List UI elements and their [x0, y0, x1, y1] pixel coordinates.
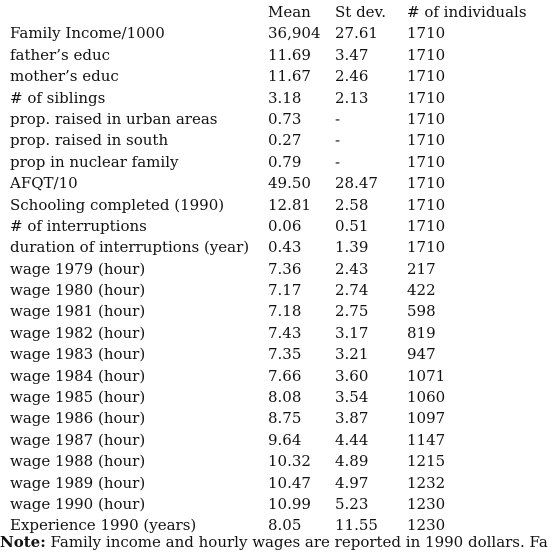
row-st-dev: 2.75 [335, 302, 369, 321]
row-st-dev: 2.13 [335, 88, 369, 107]
row-mean: 0.73 [268, 109, 302, 128]
row-num-individuals: 1710 [407, 88, 446, 107]
row-st-dev: 2.43 [335, 259, 369, 278]
table-row [0, 195, 559, 216]
table-row [0, 430, 559, 451]
row-st-dev: - [335, 152, 341, 171]
table-row [0, 23, 559, 44]
row-label: wage 1981 (hour) [10, 302, 146, 321]
row-st-dev: 1.39 [335, 238, 369, 257]
row-num-individuals: 1710 [407, 195, 446, 214]
row-st-dev: - [335, 109, 341, 128]
row-num-individuals: 1710 [407, 131, 446, 150]
table-row [0, 366, 559, 387]
row-mean: 0.43 [268, 238, 302, 257]
row-label: wage 1983 (hour) [10, 345, 146, 364]
table-row [0, 216, 559, 237]
table-row [0, 280, 559, 301]
row-st-dev: 11.55 [335, 516, 378, 535]
row-st-dev: 3.21 [335, 345, 369, 364]
row-st-dev: 27.61 [335, 24, 378, 43]
table-header-row [0, 2, 559, 23]
row-label: Schooling completed (1990) [10, 195, 225, 214]
table-row [0, 451, 559, 472]
row-st-dev: 28.47 [335, 174, 378, 193]
row-label: wage 1986 (hour) [10, 409, 146, 428]
row-st-dev: 0.51 [335, 216, 369, 235]
row-num-individuals: 1710 [407, 67, 446, 86]
summary-statistics-table [0, 2, 559, 537]
row-st-dev: 2.58 [335, 195, 369, 214]
table-body [0, 23, 559, 536]
row-mean: 7.66 [268, 366, 302, 385]
row-mean: 7.43 [268, 323, 302, 342]
row-num-individuals: 1071 [407, 366, 446, 385]
table-row [0, 323, 559, 344]
row-mean: 49.50 [268, 174, 311, 193]
table-row [0, 130, 559, 151]
row-mean: 3.18 [268, 88, 302, 107]
row-num-individuals: 1710 [407, 45, 446, 64]
row-label: wage 1990 (hour) [10, 494, 146, 513]
row-st-dev: 5.23 [335, 494, 369, 513]
row-num-individuals: 598 [407, 302, 436, 321]
table-row [0, 152, 559, 173]
note-label: Note: [0, 533, 46, 551]
row-st-dev: 4.89 [335, 452, 369, 471]
row-label: wage 1984 (hour) [10, 366, 146, 385]
row-st-dev: 4.44 [335, 430, 369, 449]
row-label: Experience 1990 (years) [10, 516, 197, 535]
row-st-dev: - [335, 131, 341, 150]
row-mean: 8.08 [268, 388, 302, 407]
row-num-individuals: 1097 [407, 409, 446, 428]
row-label: wage 1989 (hour) [10, 473, 146, 492]
row-mean: 7.17 [268, 281, 302, 300]
row-st-dev: 3.47 [335, 45, 369, 64]
row-label: wage 1987 (hour) [10, 430, 146, 449]
row-mean: 0.06 [268, 216, 302, 235]
row-num-individuals: 217 [407, 259, 436, 278]
table-row [0, 173, 559, 194]
table-note [0, 532, 548, 553]
row-label: father’s educ [10, 45, 111, 64]
row-label: prop in nuclear family [10, 152, 179, 171]
row-num-individuals: 1060 [407, 388, 446, 407]
row-mean: 10.32 [268, 452, 311, 471]
row-mean: 10.99 [268, 494, 311, 513]
row-label: # of siblings [10, 88, 106, 107]
row-mean: 7.18 [268, 302, 302, 321]
row-label: Family Income/1000 [10, 24, 165, 43]
row-st-dev: 3.60 [335, 366, 369, 385]
row-label: duration of interruptions (year) [10, 238, 250, 257]
row-label: # of interruptions [10, 216, 147, 235]
row-label: wage 1985 (hour) [10, 388, 146, 407]
row-label: wage 1980 (hour) [10, 281, 146, 300]
row-mean: 9.64 [268, 430, 302, 449]
row-num-individuals: 422 [407, 281, 436, 300]
row-mean: 12.81 [268, 195, 311, 214]
note-text: Family income and hourly wages are reported in 1990 dollars. Fa [45, 533, 548, 551]
row-st-dev: 3.17 [335, 323, 369, 342]
row-mean: 8.75 [268, 409, 302, 428]
table-row [0, 45, 559, 66]
row-label: wage 1982 (hour) [10, 323, 146, 342]
row-num-individuals: 819 [407, 323, 436, 342]
table-row [0, 408, 559, 429]
table-row [0, 494, 559, 515]
row-st-dev: 4.97 [335, 473, 369, 492]
table-row [0, 387, 559, 408]
row-num-individuals: 1215 [407, 452, 446, 471]
table-row [0, 344, 559, 365]
table-row [0, 109, 559, 130]
row-mean: 7.35 [268, 345, 302, 364]
row-st-dev: 3.54 [335, 388, 369, 407]
header-num-individuals: # of individuals [407, 3, 527, 21]
row-st-dev: 2.74 [335, 281, 369, 300]
row-num-individuals: 1710 [407, 109, 446, 128]
row-num-individuals: 1710 [407, 216, 446, 235]
row-mean: 0.27 [268, 131, 302, 150]
row-mean: 11.69 [268, 45, 311, 64]
row-num-individuals: 1147 [407, 430, 446, 449]
row-st-dev: 3.87 [335, 409, 369, 428]
table-row [0, 473, 559, 494]
header-mean: Mean [268, 3, 311, 21]
row-label: mother’s educ [10, 67, 119, 86]
row-num-individuals: 1710 [407, 174, 446, 193]
row-st-dev: 2.46 [335, 67, 369, 86]
row-mean: 8.05 [268, 516, 302, 535]
row-num-individuals: 1230 [407, 516, 446, 535]
row-label: prop. raised in urban areas [10, 109, 218, 128]
row-num-individuals: 1710 [407, 24, 446, 43]
table-row [0, 237, 559, 258]
row-mean: 10.47 [268, 473, 311, 492]
row-label: wage 1988 (hour) [10, 452, 146, 471]
table-row [0, 66, 559, 87]
row-num-individuals: 1230 [407, 494, 446, 513]
row-num-individuals: 1710 [407, 238, 446, 257]
header-st-dev: St dev. [335, 3, 387, 21]
row-mean: 7.36 [268, 259, 302, 278]
row-num-individuals: 1710 [407, 152, 446, 171]
row-num-individuals: 1232 [407, 473, 446, 492]
table-row [0, 301, 559, 322]
row-num-individuals: 947 [407, 345, 436, 364]
row-label: AFQT/10 [10, 174, 78, 193]
row-mean: 36,904 [268, 24, 321, 43]
row-label: wage 1979 (hour) [10, 259, 146, 278]
table-row [0, 88, 559, 109]
table-row [0, 259, 559, 280]
row-mean: 11.67 [268, 67, 311, 86]
row-label: prop. raised in south [10, 131, 169, 150]
row-mean: 0.79 [268, 152, 302, 171]
